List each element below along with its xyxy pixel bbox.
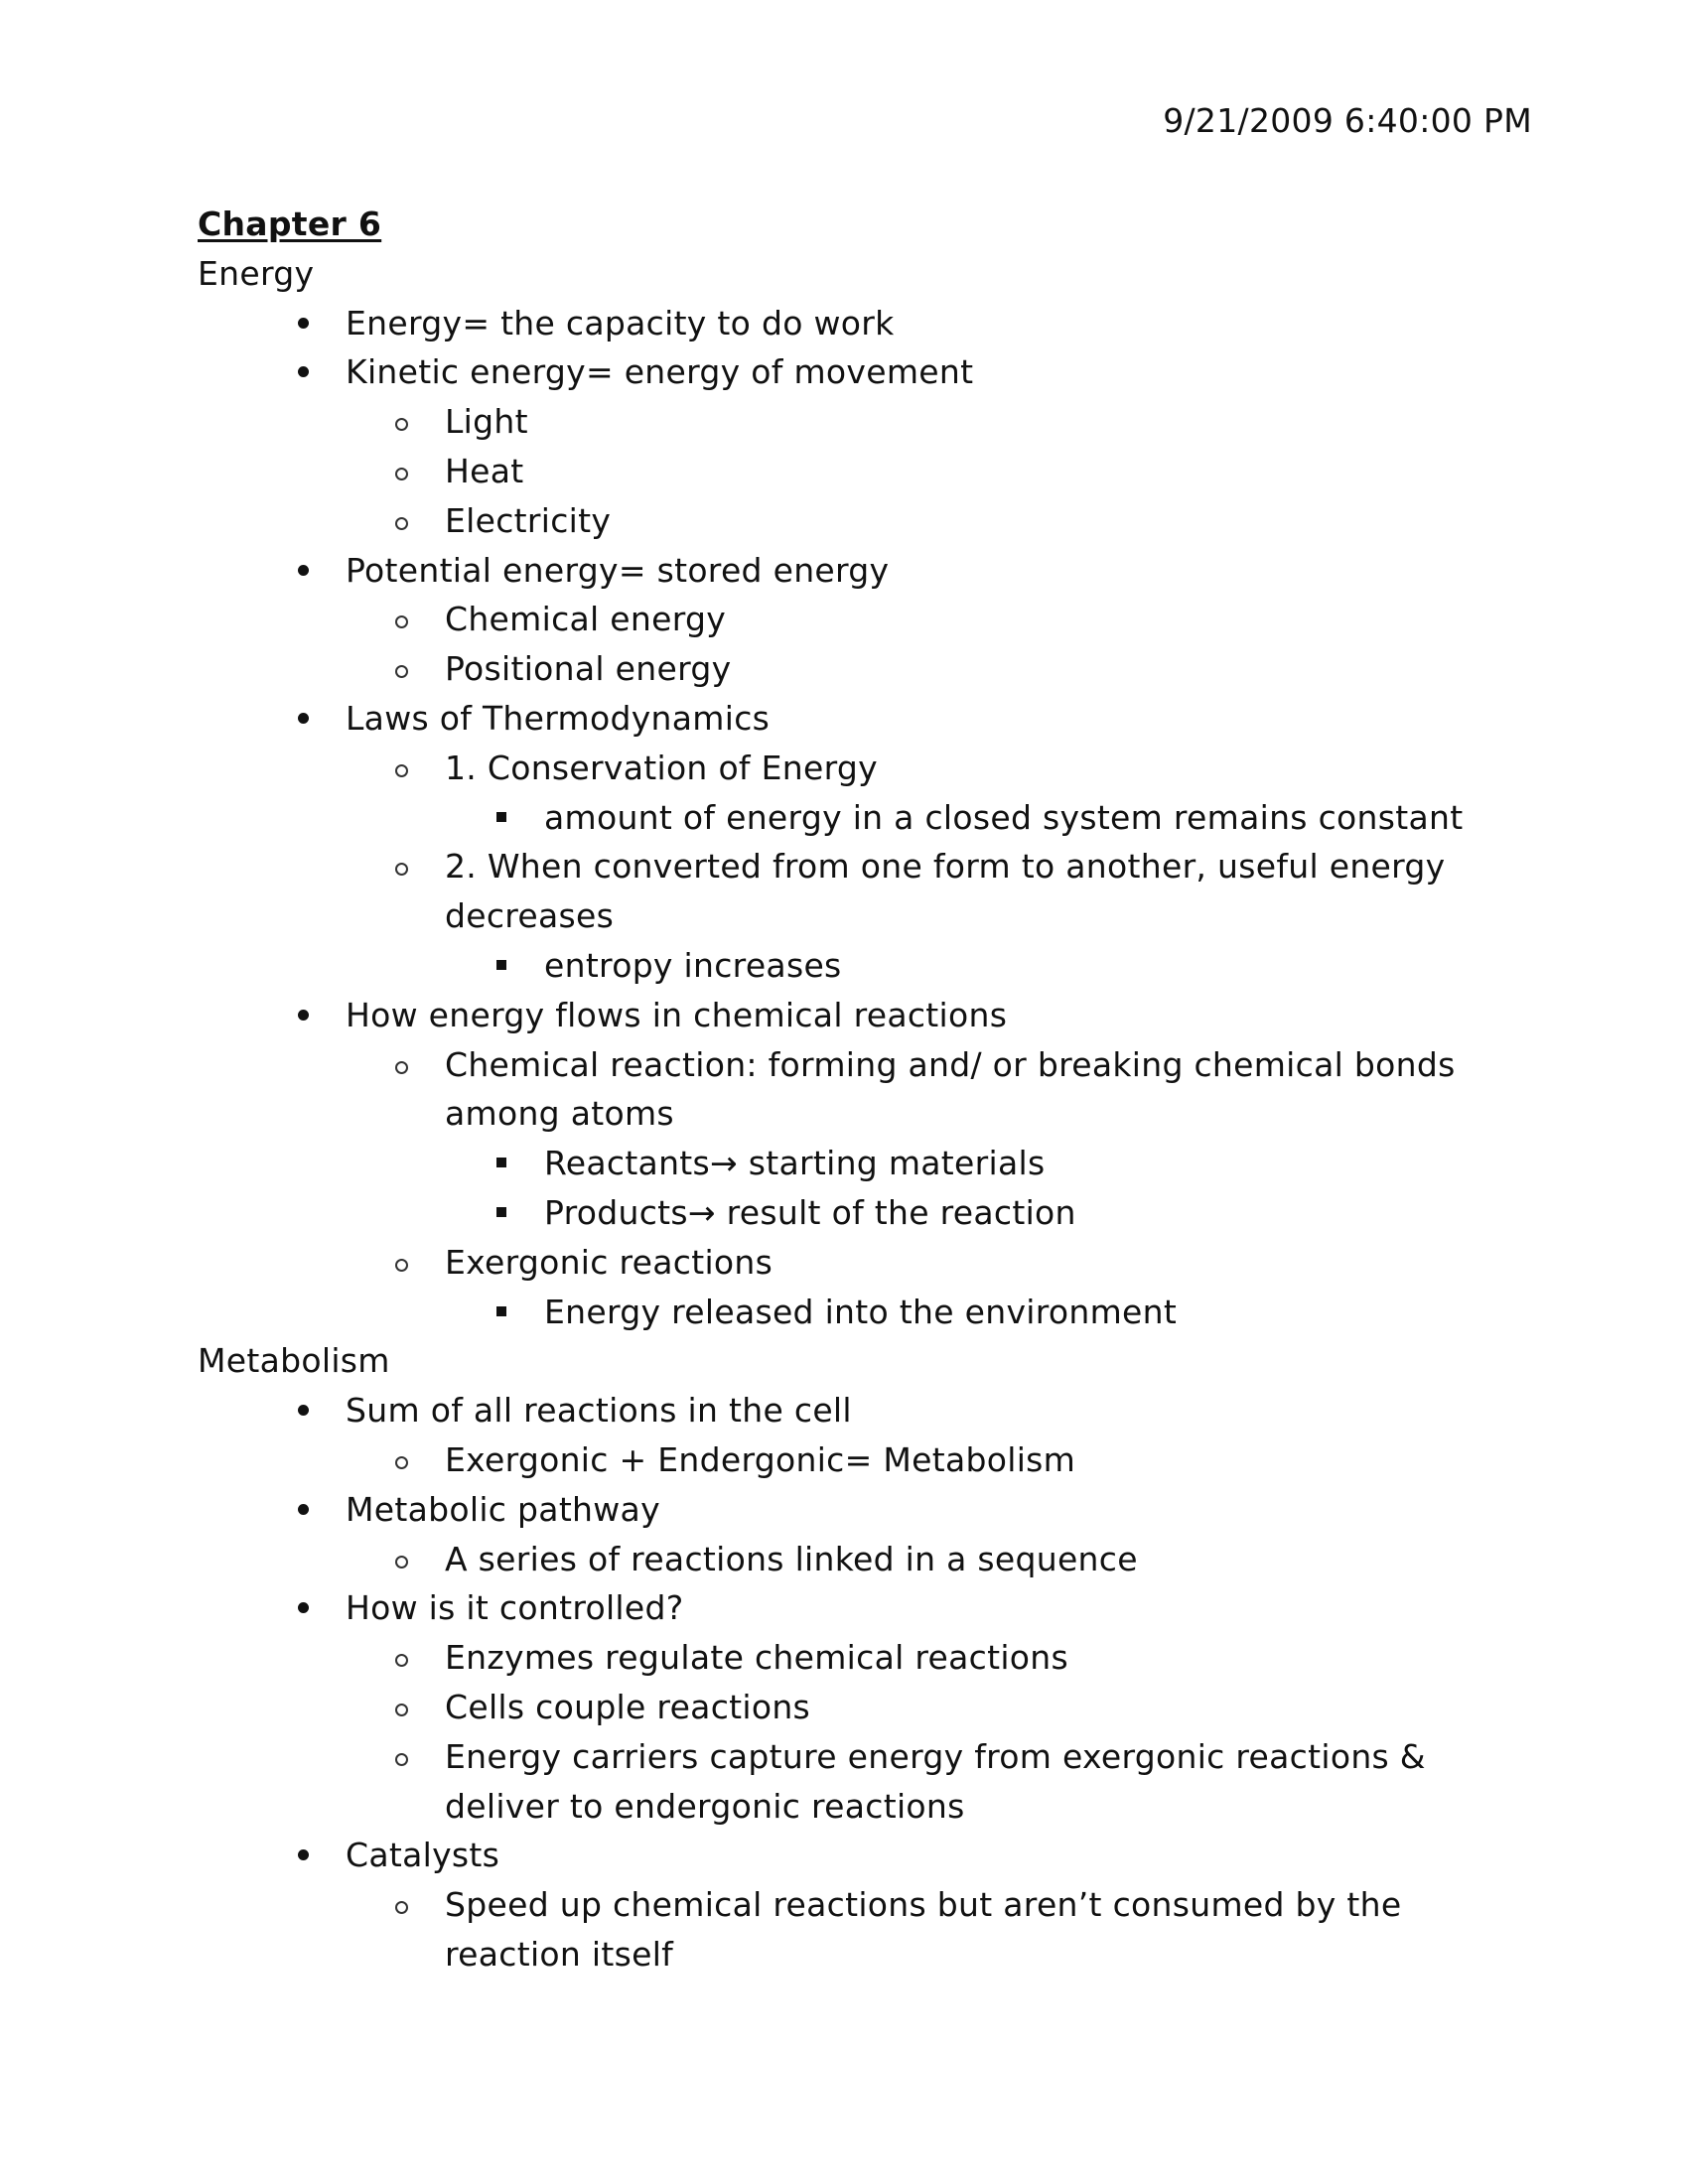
sub-sub-bullet-item-list: [445, 1288, 1548, 1337]
sub-bullet-item: [346, 447, 1548, 496]
section: [198, 249, 1548, 1337]
sub-bullet-item: [346, 595, 1548, 644]
sub-bullet-item-text: A series of reactions linked in a sequence: [445, 1535, 1548, 1584]
sub-bullet-item-list: [346, 1040, 1548, 1337]
sub-sub-bullet-item-text: Energy released into the environment: [544, 1288, 1548, 1337]
sub-bullet-item: [346, 644, 1548, 694]
sub-bullet-item-text: Heat: [445, 447, 1548, 496]
bullet-item-text: Potential energy= stored energy: [346, 546, 1548, 596]
sub-bullet-item-text: Cells couple reactions: [445, 1683, 1548, 1732]
sub-bullet-item-text: 2. When converted from one form to another, useful energy decreases: [445, 842, 1548, 941]
bullet-item: [198, 694, 1548, 991]
sub-bullet-item: [346, 1040, 1548, 1238]
bullet-item: [198, 347, 1548, 545]
sub-sub-bullet-item: [445, 1288, 1548, 1337]
sub-bullet-item: [346, 496, 1548, 546]
sub-sub-bullet-item-text: Reactants→ starting materials: [544, 1139, 1548, 1188]
sub-bullet-item-text: 1. Conservation of Energy: [445, 744, 1548, 793]
sub-sub-bullet-item-text: entropy increases: [544, 941, 1548, 991]
sub-sub-bullet-item-list: [445, 1139, 1548, 1238]
sub-bullet-item-list: [346, 1535, 1548, 1584]
sub-bullet-item: [346, 1435, 1548, 1485]
sub-sub-bullet-item: [445, 1188, 1548, 1238]
bullet-item: [198, 1386, 1548, 1485]
sub-sub-bullet-item-list: [445, 941, 1548, 991]
sub-bullet-item-text: Energy carriers capture energy from exergonic reactions & deliver to endergonic reactions: [445, 1732, 1548, 1832]
bullet-item-text: How energy flows in chemical reactions: [346, 991, 1548, 1040]
bullet-item-text: Laws of Thermodynamics: [346, 694, 1548, 744]
sub-bullet-item-list: [346, 744, 1548, 991]
section: [198, 1336, 1548, 1979]
sub-sub-bullet-item: [445, 1139, 1548, 1188]
sub-bullet-item: [346, 1880, 1548, 1979]
sub-bullet-item-list: [346, 397, 1548, 545]
sub-bullet-item-text: Chemical reaction: forming and/ or breaking chemical bonds among atoms: [445, 1040, 1548, 1140]
bullet-item: [198, 1583, 1548, 1831]
bullet-item: [198, 991, 1548, 1337]
sub-sub-bullet-item-list: [445, 793, 1548, 843]
sub-bullet-item: [346, 397, 1548, 447]
sub-bullet-item-text: Light: [445, 397, 1548, 447]
sub-bullet-item-text: Exergonic reactions: [445, 1238, 1548, 1288]
sub-bullet-item-text: Speed up chemical reactions but aren’t consumed by the reaction itself: [445, 1880, 1548, 1979]
sub-sub-bullet-item-text: Products→ result of the reaction: [544, 1188, 1548, 1238]
bullet-item-text: Metabolic pathway: [346, 1485, 1548, 1535]
sub-sub-bullet-item-text: amount of energy in a closed system remains constant: [544, 793, 1548, 843]
bullet-item-text: Sum of all reactions in the cell: [346, 1386, 1548, 1435]
notes-content: [198, 200, 1548, 1979]
timestamp: 9/21/2009 6:40:00 PM: [1163, 101, 1532, 140]
bullet-item-list: [198, 1386, 1548, 1979]
bullet-item: [198, 299, 1548, 348]
bullet-item: [198, 1485, 1548, 1584]
chapter-title: Chapter 6: [198, 205, 382, 243]
sub-bullet-item-list: [346, 1633, 1548, 1831]
sub-bullet-item: [346, 744, 1548, 843]
bullet-item-list: [198, 299, 1548, 1337]
sub-bullet-item: [346, 1633, 1548, 1683]
sections-container: [198, 249, 1548, 1979]
sub-bullet-item: [346, 1535, 1548, 1584]
sub-bullet-item-list: [346, 595, 1548, 694]
section-heading: Metabolism: [198, 1341, 390, 1381]
sub-bullet-item: [346, 1732, 1548, 1832]
bullet-item-text: Energy= the capacity to do work: [346, 299, 1548, 348]
sub-bullet-item-text: Exergonic + Endergonic= Metabolism: [445, 1435, 1548, 1485]
sub-sub-bullet-item: [445, 941, 1548, 991]
section-heading: Energy: [198, 253, 315, 293]
sub-bullet-item-text: Positional energy: [445, 644, 1548, 694]
bullet-item-text: How is it controlled?: [346, 1583, 1548, 1633]
sub-bullet-item-list: [346, 1880, 1548, 1979]
sub-bullet-item: [346, 842, 1548, 990]
sub-bullet-item-text: Chemical energy: [445, 595, 1548, 644]
sub-bullet-item: [346, 1238, 1548, 1337]
sub-bullet-item-list: [346, 1435, 1548, 1485]
bullet-item-text: Kinetic energy= energy of movement: [346, 347, 1548, 397]
bullet-item-text: Catalysts: [346, 1831, 1548, 1880]
sub-bullet-item: [346, 1683, 1548, 1732]
sub-sub-bullet-item: [445, 793, 1548, 843]
sub-bullet-item-text: Electricity: [445, 496, 1548, 546]
bullet-item: [198, 546, 1548, 694]
bullet-item: [198, 1831, 1548, 1979]
sub-bullet-item-text: Enzymes regulate chemical reactions: [445, 1633, 1548, 1683]
